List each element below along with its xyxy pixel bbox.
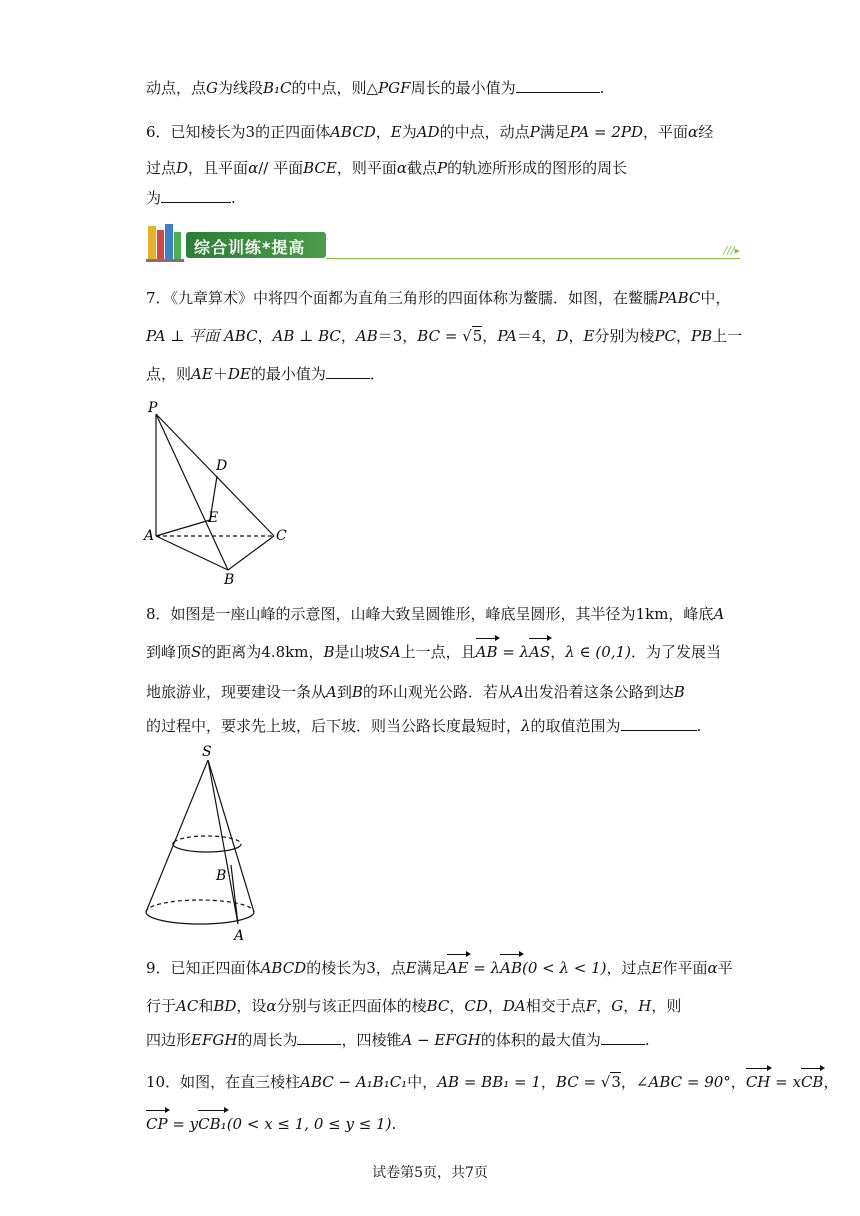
text: ， <box>550 643 566 661</box>
text: 地旅游业，现要建设一条从 <box>146 683 327 701</box>
text: 满足 <box>539 123 570 141</box>
q5-line <box>146 78 604 98</box>
text: 行于 <box>146 997 177 1015</box>
math: (0 < λ < 1) <box>522 959 607 977</box>
math: ∠ABC = 90° <box>635 1073 731 1091</box>
text: 经 <box>698 123 714 141</box>
text: ，且平面 <box>188 159 249 177</box>
text: ＋ <box>212 365 228 383</box>
text: 平 <box>717 959 733 977</box>
text: . <box>599 79 605 97</box>
text: 的轨迹所形成的图形的周长 <box>447 159 628 177</box>
tetrahedron-figure <box>140 398 300 590</box>
question-number: 10． <box>146 1073 181 1091</box>
text: ，四棱锥 <box>341 1031 402 1049</box>
q6-line-1 <box>146 122 713 142</box>
math: B <box>673 683 685 701</box>
text: 的棱长为3，点 <box>306 959 406 977</box>
text: 截点 <box>406 159 437 177</box>
math: B₁C <box>263 79 292 97</box>
math: α <box>266 997 277 1015</box>
math: BC = <box>555 1073 601 1091</box>
math: α <box>248 159 259 177</box>
math: = λ <box>497 643 530 661</box>
answer-blank[interactable] <box>297 1030 341 1045</box>
text: 出发沿着这条公路到达 <box>523 683 674 701</box>
math: BD <box>213 997 237 1015</box>
math: AE <box>191 365 213 383</box>
math: E <box>651 959 663 977</box>
math: G <box>206 79 218 97</box>
question-number: 8． <box>146 605 171 623</box>
text: 周长的最小值为 <box>410 79 516 97</box>
text: ，平面 <box>643 123 689 141</box>
q6-line-2 <box>146 158 627 178</box>
math: (0 < x ≤ 1, 0 ≤ y ≤ 1) <box>226 1115 392 1133</box>
text: 为 <box>401 123 417 141</box>
text: 的中点，动点 <box>439 123 530 141</box>
math: = x <box>770 1073 801 1091</box>
text: ， <box>449 997 465 1015</box>
math: A <box>713 605 725 623</box>
answer-blank[interactable] <box>326 364 370 379</box>
q9-line-3 <box>146 1030 650 1050</box>
text: 到峰顶 <box>146 643 192 661</box>
text: 点，则 <box>146 365 192 383</box>
math: A <box>326 683 337 701</box>
vector: CH <box>745 1073 771 1091</box>
math: BC <box>426 997 450 1015</box>
text: ＝4， <box>516 327 557 345</box>
label-C: C <box>276 528 287 544</box>
text: 的周长为 <box>237 1031 298 1049</box>
math: D <box>556 327 569 345</box>
q9-line-1 <box>146 958 733 978</box>
label-S: S <box>202 744 212 760</box>
q8-line-2 <box>146 642 721 662</box>
math: E <box>583 327 595 345</box>
q8-line-1 <box>146 604 724 624</box>
q8-line-4 <box>146 716 701 736</box>
text: 动点，点 <box>146 79 207 97</box>
math: PA = 2PD <box>569 123 644 141</box>
math: SA <box>379 643 401 661</box>
text: ， <box>340 327 356 345</box>
text: 如图，在直三棱柱 <box>180 1073 301 1091</box>
math: PB <box>691 327 713 345</box>
math: DA <box>502 997 526 1015</box>
text: ． <box>369 365 385 383</box>
text: ， <box>482 327 498 345</box>
text: ，则平面 <box>336 159 397 177</box>
q7-line-3 <box>146 364 385 384</box>
text: 是山坡 <box>334 643 380 661</box>
label-A: A <box>234 928 245 944</box>
text: 已知棱长为3的正四面体 <box>170 123 331 141</box>
text: 已知正四面体 <box>170 959 261 977</box>
math: P <box>529 123 540 141</box>
math: E <box>390 123 402 141</box>
text: . <box>231 189 236 207</box>
text: . <box>696 717 702 735</box>
text: 的取值范围为 <box>530 717 621 735</box>
text: ， <box>823 1073 839 1091</box>
math: = λ <box>468 959 501 977</box>
text: ， <box>308 643 324 661</box>
banner-ornament: ///▸ <box>723 244 740 257</box>
text: ， <box>623 997 639 1015</box>
question-number: 6． <box>146 123 171 141</box>
text: 分别为棱 <box>594 327 655 345</box>
text: 的环山观光公路．若从 <box>362 683 513 701</box>
text: 的过程中，要求先上坡，后下坡．则当公路长度最短时， <box>146 717 522 735</box>
text: ，设 <box>236 997 267 1015</box>
text: ， <box>620 1073 636 1091</box>
text: 如图是一座山峰的示意图，山峰大致呈圆锥形，峰底呈圆形，其半径为 <box>170 605 636 623</box>
section-title: 综合训练*提高 <box>194 238 306 257</box>
label-B: B <box>216 868 227 884</box>
vector: CP <box>146 1115 168 1133</box>
text: 四边形 <box>146 1031 192 1049</box>
math: BC = <box>417 327 463 345</box>
question-number: 7． <box>146 289 171 307</box>
text: 的距离为 <box>201 643 262 661</box>
text: ，过点 <box>606 959 652 977</box>
math: 4.8km <box>261 643 309 661</box>
text: ， <box>257 327 273 345</box>
text: 的最小值为 <box>250 365 326 383</box>
q10-line-2 <box>146 1114 396 1134</box>
math: G <box>611 997 624 1015</box>
text: 上一点，且 <box>400 643 476 661</box>
vector: AE <box>446 959 469 977</box>
label-A: A <box>144 528 155 544</box>
math: BCE <box>303 159 337 177</box>
vector: AB <box>475 643 498 661</box>
text: ， <box>730 1073 746 1091</box>
cone-figure <box>140 740 270 946</box>
math: 1km <box>635 605 669 623</box>
text: 《九章算术》中将四个面都为直角三角形的四面体称为鳖臑．如图，在鳖臑 <box>170 289 659 307</box>
math: ABCD <box>260 959 307 977</box>
math: 3 <box>611 1073 621 1091</box>
math: AD <box>416 123 440 141</box>
section-banner <box>146 222 740 264</box>
text: 为 <box>146 189 162 207</box>
books-icon <box>146 222 186 264</box>
math: AB ⊥ BC <box>272 327 341 345</box>
math: E <box>405 959 417 977</box>
math: P <box>437 159 448 177</box>
label-E: E <box>208 510 219 526</box>
text: 为线段 <box>218 79 264 97</box>
answer-blank[interactable] <box>601 1030 645 1045</box>
math: DE <box>227 365 251 383</box>
label-P: P <box>148 400 158 416</box>
math: F <box>585 997 597 1015</box>
text: ， <box>540 1073 556 1091</box>
q8-line-3 <box>146 682 685 702</box>
text: 中， <box>700 289 731 307</box>
q10-line-1: 10．如图，在直三棱柱ABC − A₁B₁C₁中，AB = BB₁ = 1，BC = √3，∠ABC = 90°，CH = xCB， <box>146 1073 839 1091</box>
divider <box>326 258 740 259</box>
text: ＝3， <box>377 327 418 345</box>
text: // 平面 <box>258 159 304 177</box>
vector: CB <box>800 1073 824 1091</box>
question-number: 9． <box>146 959 171 977</box>
math: H <box>638 997 652 1015</box>
math: PABC <box>658 289 701 307</box>
math: AC <box>176 997 199 1015</box>
text: . <box>391 1115 397 1133</box>
text: 过点 <box>146 159 177 177</box>
answer-blank[interactable] <box>621 716 697 731</box>
math: D <box>176 159 189 177</box>
math: AB = BB₁ = 1 <box>437 1073 541 1091</box>
math: 5 <box>472 327 483 345</box>
vector: AB <box>500 959 522 977</box>
text: 满足 <box>416 959 447 977</box>
math: A <box>512 683 524 701</box>
math: ABCD <box>330 123 376 141</box>
vector: CB₁ <box>198 1115 227 1133</box>
math: ABC − A₁B₁C₁ <box>300 1073 408 1091</box>
math: EFGH <box>191 1031 238 1049</box>
math: S <box>191 643 202 661</box>
math: CD <box>464 997 488 1015</box>
math: α <box>396 159 407 177</box>
text: 上一 <box>712 327 743 345</box>
math: A − EFGH <box>401 1031 481 1049</box>
math: = y <box>167 1115 199 1133</box>
math: △PGF <box>366 79 411 97</box>
text: 的中点，则 <box>291 79 367 97</box>
text: ， <box>596 997 612 1015</box>
math: PA ⊥ 平面 ABC <box>146 327 258 345</box>
text: ， <box>568 327 584 345</box>
text: 分别与该正四面体的棱 <box>276 997 427 1015</box>
math: AB <box>355 327 378 345</box>
text: ，则 <box>651 997 682 1015</box>
text: . <box>644 1031 650 1049</box>
label-D: D <box>216 458 228 474</box>
text: 作平面 <box>662 959 708 977</box>
text: 中， <box>407 1073 438 1091</box>
vector: AS <box>529 643 551 661</box>
math: α <box>707 959 718 977</box>
math: α <box>688 123 699 141</box>
answer-blank[interactable] <box>161 188 231 203</box>
q6-line-3 <box>146 188 236 208</box>
math: λ <box>521 717 531 735</box>
math: PA <box>497 327 517 345</box>
text: ， <box>487 997 503 1015</box>
text: ．为了发展当 <box>631 643 722 661</box>
math: PC <box>654 327 677 345</box>
text: ， <box>375 123 391 141</box>
math: λ ∈ (0,1) <box>565 643 631 661</box>
text: 的体积的最大值为 <box>480 1031 601 1049</box>
q7-line-2: PA ⊥ 平面 ABC，AB ⊥ BC，AB＝3，BC = √5，PA＝4，D，E分别为棱PC，PB上一 <box>146 327 743 345</box>
text: 到 <box>336 683 352 701</box>
answer-blank[interactable] <box>516 78 600 93</box>
text: ， <box>676 327 692 345</box>
page-footer: 试卷第5页，共7页 <box>372 1165 488 1181</box>
text: ，峰底 <box>668 605 714 623</box>
text: 相交于点 <box>525 997 586 1015</box>
q9-line-2 <box>146 996 681 1016</box>
text: 和 <box>198 997 214 1015</box>
q7-line-1 <box>146 288 730 308</box>
math: B <box>351 683 363 701</box>
math: B <box>323 643 335 661</box>
label-B: B <box>224 572 235 588</box>
